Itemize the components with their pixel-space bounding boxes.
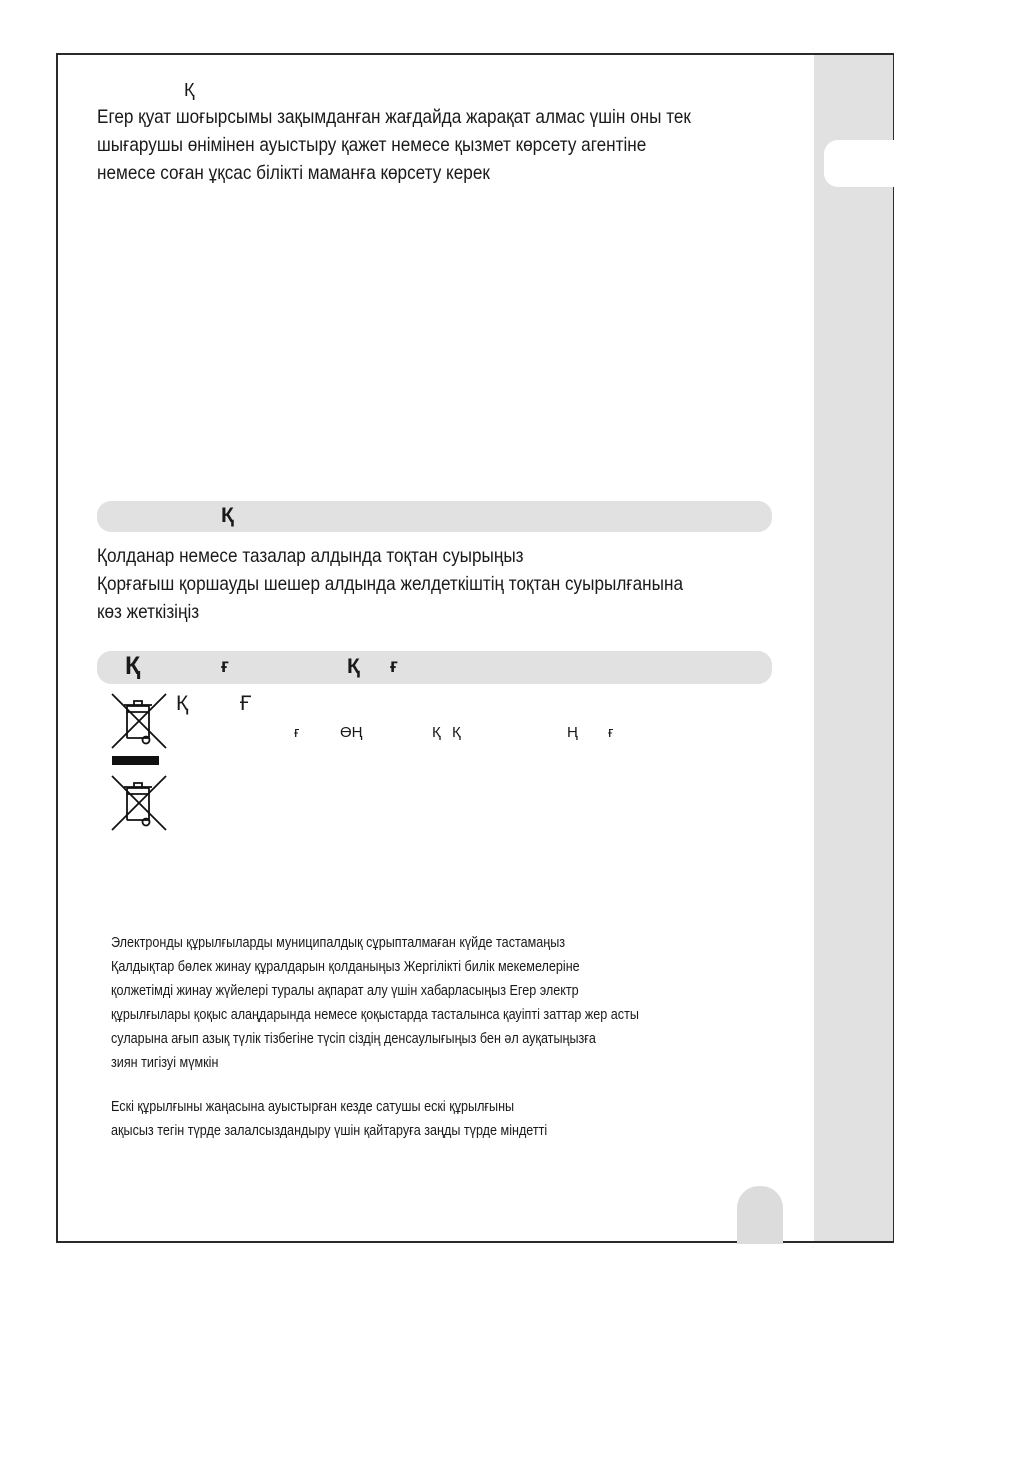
side-strip bbox=[814, 55, 893, 1241]
return-line: Ескі құрылғыны жаңасына ауыстырған кезде сатушы ескі құрылғыны bbox=[111, 1098, 515, 1115]
disposal-row-glyph: Ң bbox=[567, 724, 578, 741]
disposal-line: зиян тигізуі мүмкін bbox=[111, 1054, 219, 1071]
section-bar-glyph: ғ bbox=[390, 656, 398, 677]
disposal-line: Электронды құрылғыларды муниципалдық сұрыпталмаған күйде тастамаңыз bbox=[111, 934, 566, 951]
separator-bar bbox=[112, 756, 159, 765]
warning-paragraph bbox=[97, 103, 691, 187]
cleaning-line: Қолданар немесе тазалар алдында тоқтан суырыңыз bbox=[97, 545, 524, 567]
return-line: ақысыз тегін түрде залалсыздандыру үшін қайтаруға заңды түрде міндетті bbox=[111, 1122, 548, 1139]
section-bar-cleaning bbox=[97, 501, 772, 532]
side-tab bbox=[824, 140, 898, 187]
disposal-row-glyph: Қ bbox=[452, 724, 461, 741]
disposal-row-glyph: ӨҢ bbox=[340, 724, 363, 741]
disposal-line: суларына ағып азық түлік тізбегіне түсіп сіздің денсаулығыңыз бен әл ауқатыңызға bbox=[111, 1030, 596, 1047]
return-paragraph bbox=[111, 1095, 547, 1143]
cleaning-paragraph bbox=[97, 542, 683, 626]
top-glyph: Қ bbox=[184, 80, 195, 100]
disposal-row-glyph: ғ bbox=[608, 724, 614, 741]
section-bar-glyph: Қ bbox=[347, 655, 360, 678]
cleaning-line: Қорғағыш қоршауды шешер алдында желдеткіштің тоқтан суырылғанына bbox=[97, 573, 683, 595]
crossed-out-bin-icon bbox=[110, 774, 168, 832]
disposal-row-glyph: ғ bbox=[294, 724, 300, 741]
disposal-line: құрылғылары қоқыс алаңдарында немесе қоқыстарда тасталынса қауіпті заттар жер асты bbox=[111, 1006, 639, 1023]
disposal-paragraph bbox=[111, 931, 639, 1075]
cleaning-line: көз жеткізіңіз bbox=[97, 601, 200, 623]
warning-line: немесе соған ұқсас білікті маманға көрсету керек bbox=[97, 162, 490, 184]
section-bar-glyph: Қ bbox=[221, 504, 234, 527]
section-bar-disposal bbox=[97, 651, 772, 684]
disposal-header-glyph: Қ bbox=[176, 692, 189, 715]
section-bar-glyph: ғ bbox=[221, 656, 229, 677]
disposal-line: қолжетімді жинау жүйелері туралы ақпарат алу үшін хабарласыңыз Егер электр bbox=[111, 982, 579, 999]
section-bar-glyph: Қ bbox=[125, 652, 141, 680]
crossed-out-bin-icon bbox=[110, 692, 168, 750]
warning-line: шығарушы өнімінен ауыстыру қажет немесе қызмет көрсету агентіне bbox=[97, 134, 647, 156]
disposal-header-glyph: Ғ bbox=[240, 692, 252, 715]
page-number-tab bbox=[737, 1186, 783, 1244]
disposal-line: Қалдықтар бөлек жинау құралдарын қолданыңыз Жергілікті билік мекемелеріне bbox=[111, 958, 580, 975]
warning-line: Егер қуат шоғырсымы зақымданған жағдайда жарақат алмас үшін оны тек bbox=[97, 106, 691, 128]
disposal-row-glyph: Қ bbox=[432, 724, 441, 741]
